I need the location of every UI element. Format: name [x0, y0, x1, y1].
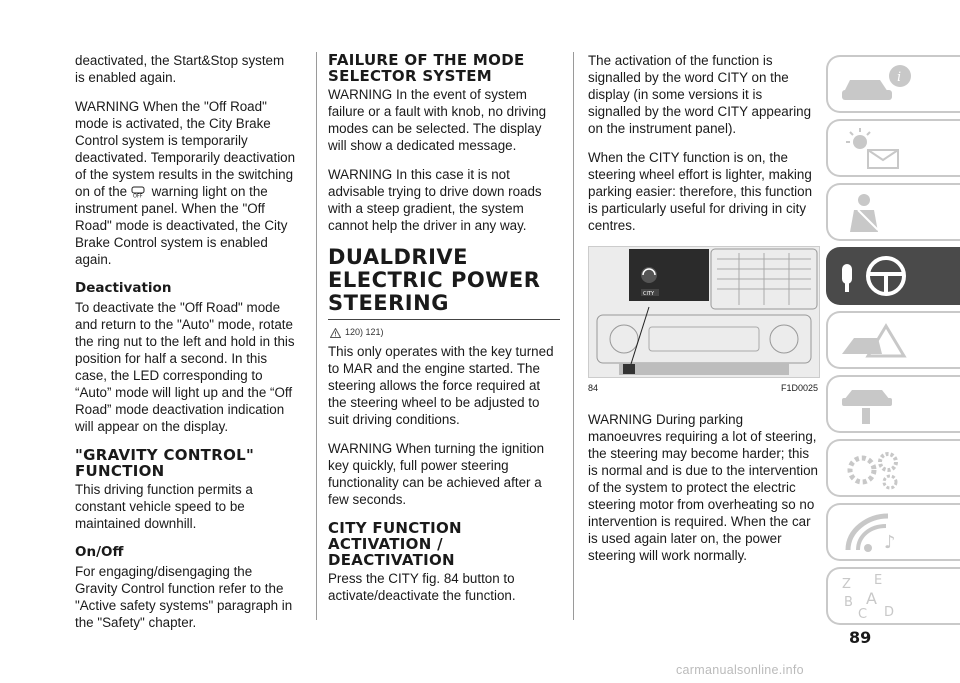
dashboard-figure — [588, 246, 820, 378]
steering-key-icon — [838, 254, 918, 300]
warning-refs-text: 120) 121) — [345, 327, 384, 337]
svg-text:E: E — [874, 574, 883, 588]
paragraph: To deactivate the "Off Road" mode and return to the "Auto" mode, rotate the ring nut to the left and hold in this position for half a second. In this case, the LED corresponding to “Auto” mode will light up and the “Off Road” mode deactivation indication will appear on the display. — [75, 300, 295, 434]
svg-text:i: i — [897, 70, 902, 85]
svg-text:B: B — [844, 595, 853, 610]
paragraph: The activation of the function is signalled by the word CITY on the display (in some versions it is signalled by the word CITY appearing on the instrument panel). — [588, 53, 812, 136]
index-letters-icon — [838, 574, 918, 620]
warning-triangle-icon — [330, 328, 341, 338]
page-number: 89 — [849, 628, 872, 647]
tab-car-info[interactable] — [826, 55, 960, 113]
chapter-sidebar — [826, 55, 960, 631]
warning-text-part-1: WARNING When the "Off Road" mode is activated, the City Brake Control system is temporarily deactivated. Temporarily deactivation of the system results in the switching on of the — [75, 99, 296, 199]
watermark: carmanualsonline.info — [676, 663, 804, 677]
svg-text:♪: ♪ — [884, 532, 896, 553]
paragraph — [75, 98, 297, 268]
dualdrive-heading: DUALDRIVE ELECTRIC POWER STEERING — [328, 245, 541, 315]
column-1 — [75, 52, 297, 643]
paragraph: WARNING When turning the ignition key quickly, full power steering functionality can be achieved after a few seconds. — [328, 441, 545, 507]
warning-text-part-2: warning light on the instrument panel. When the "Off Road" mode is deactivated, the City Brake Control system is enabled again. — [75, 184, 288, 267]
column-divider — [573, 52, 574, 620]
safety-icon — [838, 190, 918, 236]
tab-technical-data[interactable] — [826, 439, 960, 497]
tab-starting-driving[interactable] — [826, 247, 960, 305]
warning-refs — [330, 324, 560, 341]
paragraph: This only operates with the key turned to MAR and the engine started. The steering allows the force required at the steering wheel to be adjusted to suit driving conditions. — [328, 344, 554, 427]
maintenance-gears-icon — [838, 446, 918, 492]
tab-emergency[interactable] — [826, 311, 960, 369]
svg-text:A: A — [866, 589, 877, 608]
svg-text:OFF: OFF — [132, 193, 143, 198]
tab-multimedia[interactable] — [826, 503, 960, 561]
car-info-icon — [838, 62, 918, 108]
tab-safety[interactable] — [826, 183, 960, 241]
column-2 — [328, 52, 560, 616]
tab-index[interactable] — [826, 567, 960, 625]
gravity-control-heading: "GRAVITY CONTROL" FUNCTION — [75, 446, 255, 480]
deactivation-heading: Deactivation — [75, 280, 172, 296]
heading-rule — [328, 319, 560, 320]
svg-text:C: C — [858, 607, 868, 620]
figure-code: F1D0025 — [780, 383, 818, 393]
svg-text:D: D — [884, 605, 895, 620]
warning-lights-icon — [838, 126, 918, 172]
paragraph: WARNING During parking manoeuvres requiring a lot of steering, the steering may become harder; this is normal and is due to the intervention of the system to protect the electric steering motor from overheating so no intervention is required. When the car is used again later on, the power steering will work normally. — [588, 412, 819, 563]
car-lift-icon — [838, 382, 918, 428]
paragraph: WARNING In this case it is not advisable trying to drive down roads with a steep gradient, the system cannot help the driver in any way. — [328, 167, 542, 233]
paragraph: Press the CITY fig. 84 button to activate/deactivate the function. — [328, 571, 516, 603]
tab-warning-lights[interactable] — [826, 119, 960, 177]
paragraph: For engaging/disengaging the Gravity Control function refer to the "Active safety systems" paragraph in the "Safety" chapter. — [75, 564, 293, 630]
paragraph: WARNING In the event of system failure or a fault with knob, no driving modes can be selected. The display will show a dedicated message. — [328, 87, 547, 153]
city-brake-off-icon — [131, 186, 145, 198]
figure-number: 84 — [588, 383, 599, 393]
city-function-heading: CITY FUNCTION ACTIVATION / DEACTIVATION — [328, 519, 462, 569]
multimedia-icon — [838, 510, 918, 556]
column-divider — [316, 52, 317, 620]
tab-maintenance[interactable] — [826, 375, 960, 433]
city-button-label: CITY — [643, 291, 655, 297]
paragraph: deactivated, the Start&Stop system is enabled again. — [75, 53, 285, 85]
onoff-heading: On/Off — [75, 544, 124, 560]
paragraph: This driving function permits a constant vehicle speed to be maintained downhill. — [75, 482, 253, 531]
dashboard-illustration — [589, 247, 819, 377]
svg-text:Z: Z — [842, 577, 851, 592]
column-3 — [588, 52, 818, 576]
paragraph: When the CITY function is on, the steering wheel effort is lighter, making parking easier: therefore, this function is particularly useful for driving in city centres. — [588, 150, 813, 233]
figure-caption — [588, 380, 818, 397]
breakdown-icon — [838, 318, 918, 364]
failure-heading: FAILURE OF THE MODE SELECTOR SYSTEM — [328, 51, 525, 85]
